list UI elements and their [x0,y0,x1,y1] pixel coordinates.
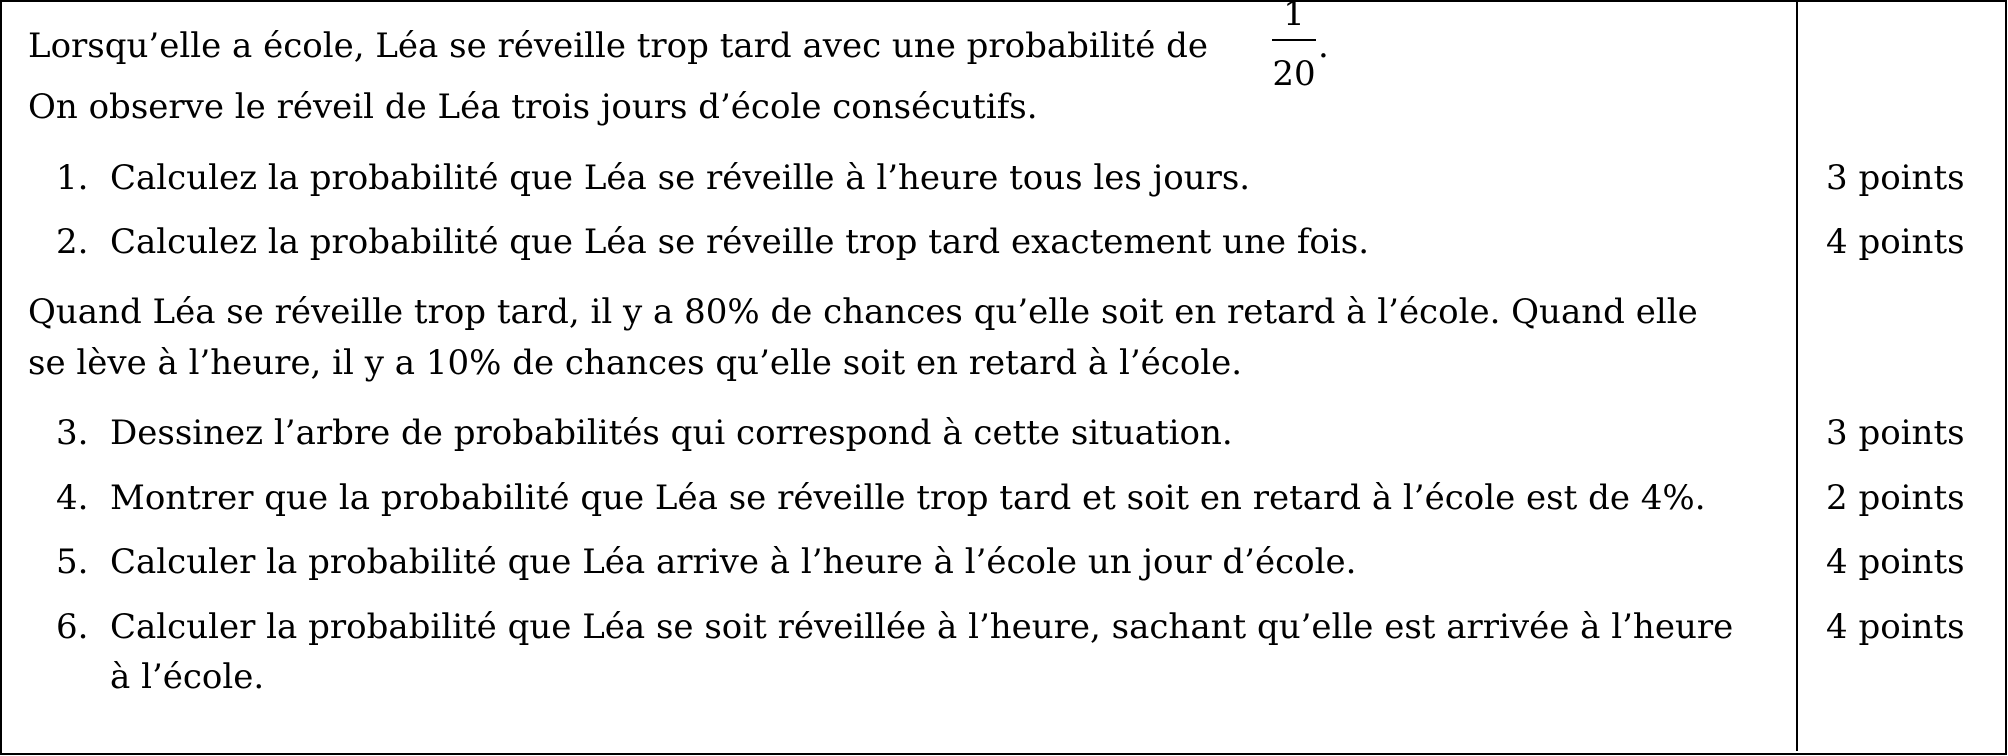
question-4-points: 2 points [1826,478,1965,518]
fraction-numerator: 1 [1283,0,1305,34]
intro-line-1: Lorsqu’elle a école, Léa se réveille trop tard avec une probabilité de [28,26,1209,66]
question-6-text: Calculer la probabilité que Léa se soit réveillée à l’heure, sachant qu’elle est arrivée à l’heure [110,607,1734,647]
question-3-points: 3 points [1826,413,1965,453]
question-4-text: Montrer que la probabilité que Léa se réveille trop tard et soit en retard à l’école est de 4%. [110,478,1706,518]
middle-line-2: se lève à l’heure, il y a 10% de chances qu’elle soit en retard à l’école. [28,343,1243,383]
question-5-text: Calculer la probabilité que Léa arrive à l’heure à l’école un jour d’école. [110,542,1357,582]
intro-line-2: On observe le réveil de Léa trois jours d’école consécutifs. [28,87,1038,127]
question-5-points: 4 points [1826,542,1965,582]
question-3-number: 3. [56,413,89,453]
question-3-text: Dessinez l’arbre de probabilités qui correspond à cette situation. [110,413,1233,453]
question-6-number: 6. [56,607,89,647]
question-1-number: 1. [56,158,89,198]
fraction-denominator: 20 [1272,54,1316,94]
question-2-points: 4 points [1826,222,1965,262]
question-1-text: Calculez la probabilité que Léa se réveille à l’heure tous les jours. [110,158,1251,198]
fraction-bar [1272,39,1316,41]
question-2-text: Calculez la probabilité que Léa se réveille trop tard exactement une fois. [110,222,1370,262]
question-2-number: 2. [56,222,89,262]
question-6-text-continued: à l’école. [110,657,265,697]
intro-line-1-period: . [1318,26,1329,66]
question-5-number: 5. [56,542,89,582]
question-6-points: 4 points [1826,607,1965,647]
points-column-divider [1796,0,1798,751]
question-1-points: 3 points [1826,158,1965,198]
question-4-number: 4. [56,478,89,518]
middle-line-1: Quand Léa se réveille trop tard, il y a 80% de chances qu’elle soit en retard à l’école. Quand elle [28,292,1698,332]
